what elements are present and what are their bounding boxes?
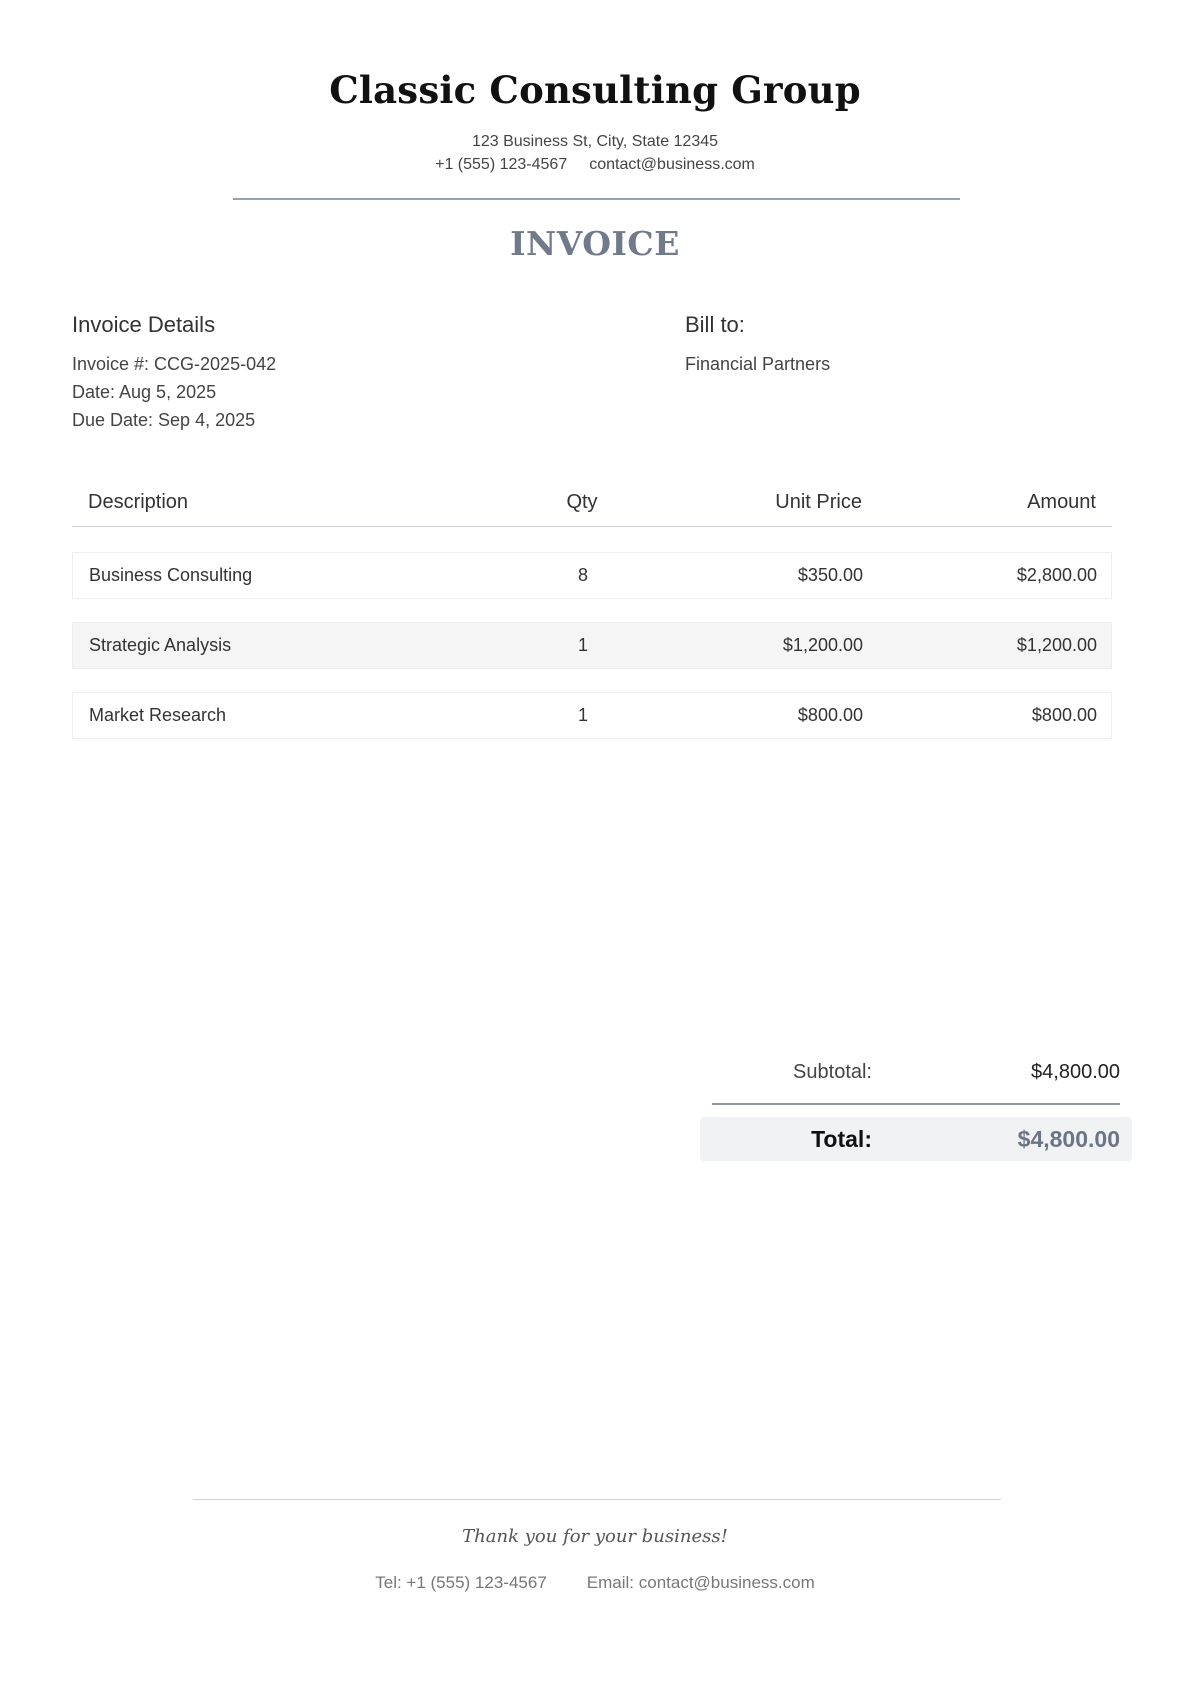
company-email: contact@business.com xyxy=(589,156,755,173)
header-qty: Qty xyxy=(566,491,598,513)
table-row xyxy=(72,622,1112,669)
subtotal-value: $4,800.00 xyxy=(1031,1061,1120,1083)
row-description: Business Consulting xyxy=(89,565,253,585)
subtotal-label: Subtotal: xyxy=(793,1061,872,1083)
invoice-number: Invoice #: CCG-2025-042 xyxy=(72,354,277,374)
bill-to-heading: Bill to: xyxy=(685,312,745,337)
company-phone: +1 (555) 123-4567 xyxy=(435,156,568,173)
invoice-due-date: Due Date: Sep 4, 2025 xyxy=(72,410,256,430)
header-divider xyxy=(233,198,960,200)
footer-contacts xyxy=(0,1573,1190,1593)
row-amount: $800.00 xyxy=(1031,705,1097,725)
header-unit-price: Unit Price xyxy=(775,491,862,513)
invoice-details xyxy=(72,312,572,434)
total-box xyxy=(700,1117,1132,1161)
row-qty: 8 xyxy=(577,565,588,585)
bill-to-client: Financial Partners xyxy=(685,354,831,374)
row-description: Market Research xyxy=(89,705,227,725)
company-address: 123 Business St, City, State 12345 xyxy=(471,133,719,150)
invoice-date: Date: Aug 5, 2025 xyxy=(72,382,217,402)
row-qty: 1 xyxy=(577,705,588,725)
table-row xyxy=(72,692,1112,739)
table-row xyxy=(72,552,1112,599)
company-name: Classic Consulting Group xyxy=(329,68,861,112)
total-label: Total: xyxy=(811,1126,872,1152)
row-amount: $1,200.00 xyxy=(1016,635,1097,655)
totals-divider xyxy=(712,1103,1120,1105)
footer-email: Email: contact@business.com xyxy=(586,1573,815,1592)
header-amount: Amount xyxy=(1027,491,1096,513)
row-amount: $2,800.00 xyxy=(1016,565,1097,585)
header-description: Description xyxy=(88,491,189,513)
row-description: Strategic Analysis xyxy=(89,635,232,655)
footer-divider xyxy=(193,1499,1001,1500)
total-value: $4,800.00 xyxy=(1017,1126,1120,1152)
footer-thanks: Thank you for your business! xyxy=(462,1526,728,1547)
bill-to xyxy=(685,312,1105,378)
row-qty: 1 xyxy=(577,635,588,655)
row-unit-price: $1,200.00 xyxy=(782,635,863,655)
document-title: INVOICE xyxy=(510,224,680,263)
row-unit-price: $800.00 xyxy=(797,705,863,725)
items-table-header xyxy=(72,486,1112,527)
invoice-details-heading: Invoice Details xyxy=(72,312,216,337)
row-unit-price: $350.00 xyxy=(797,565,863,585)
footer-tel: Tel: +1 (555) 123-4567 xyxy=(375,1573,547,1592)
company-contacts xyxy=(0,156,1190,174)
